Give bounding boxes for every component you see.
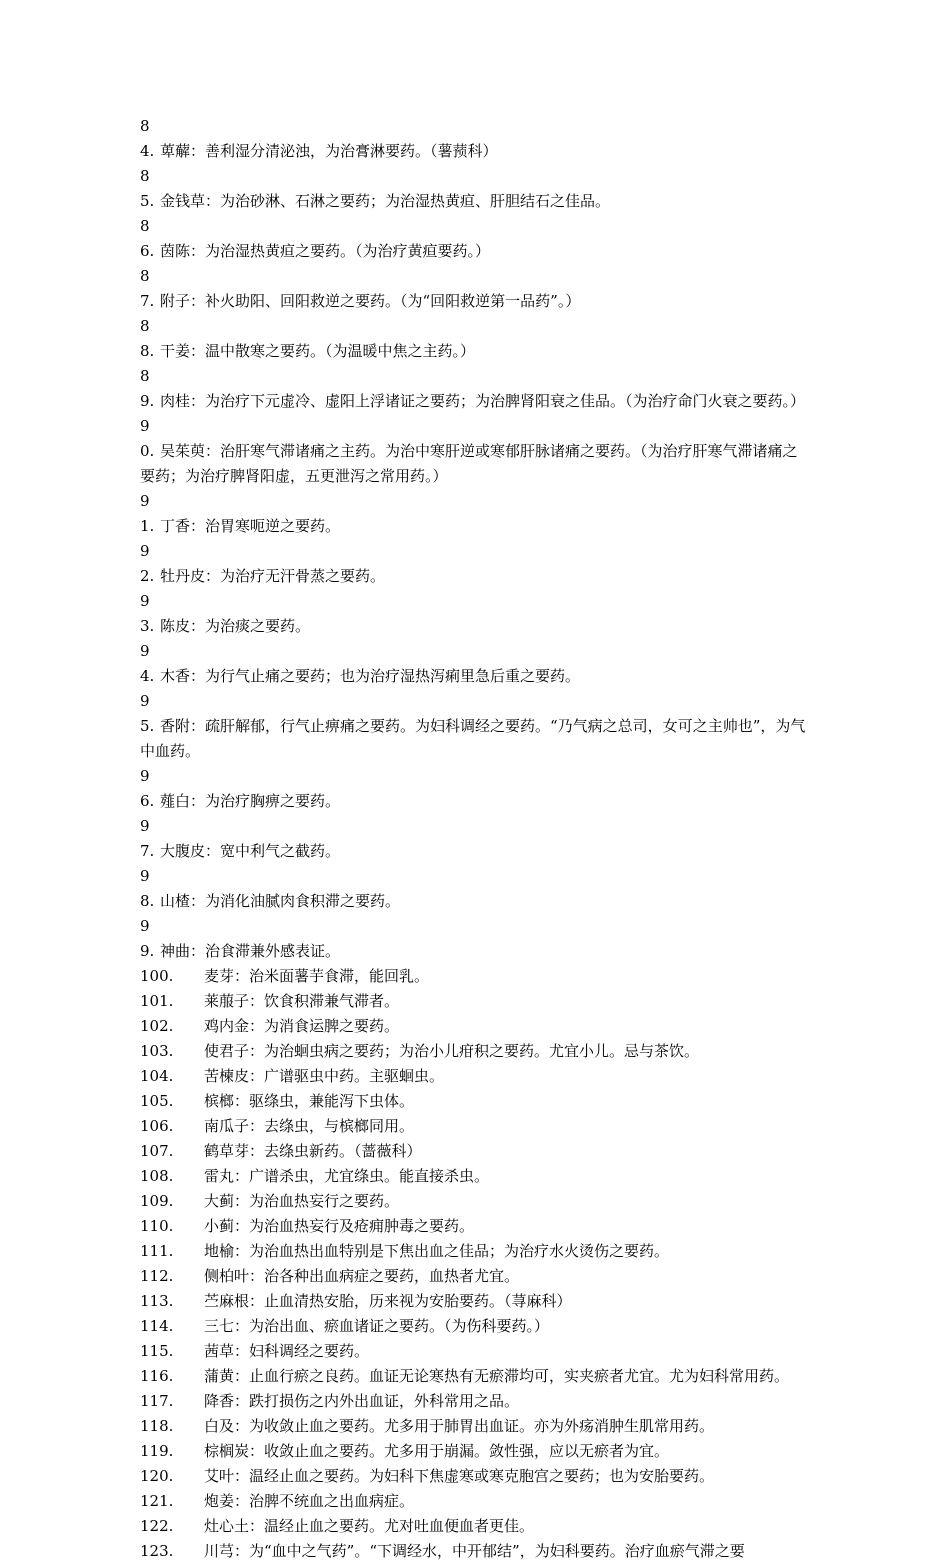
entry-3 [140, 264, 812, 314]
entry-number: 109. [140, 1192, 174, 1210]
herb-description: ：治肝寒气滞诸痛之主药。为治中寒肝逆或寒郁肝脉诸痛之要药。（为治疗肝寒气滞诸痛之要药；为治疗脾肾阳虚，五更泄泻之常用药。） [140, 442, 798, 485]
herb-name: 附子 [160, 292, 191, 310]
herb-description: ：为治湿热黄疸之要药。（为治疗黄疸要药。） [190, 242, 491, 260]
entry-32 [140, 1364, 812, 1389]
herb-name: 麦芽 [204, 967, 235, 985]
herb-name: 小蓟 [204, 1217, 235, 1235]
entry-5 [140, 364, 812, 414]
herb-name: 山楂 [160, 892, 191, 910]
herb-name: 川芎 [204, 1542, 235, 1560]
entry-number: 91. [140, 492, 155, 535]
herb-description: ：为“血中之气药”。“下调经水，中开郁结”，为妇科要药。治疗血瘀气滞之要 [234, 1542, 745, 1560]
entry-number: 96. [140, 767, 155, 810]
entry-number: 104. [140, 1067, 174, 1085]
herb-name: 灶心土 [204, 1517, 250, 1535]
herb-description: ：为消食运脾之要药。 [249, 1017, 400, 1035]
herb-description: ：为治血热妄行及疮痈肿毒之要药。 [234, 1217, 475, 1235]
herb-name: 蒲黄 [204, 1367, 235, 1385]
entry-4 [140, 314, 812, 364]
entry-number: 113. [140, 1292, 174, 1310]
herb-name: 苦楝皮 [204, 1067, 250, 1085]
entry-number: 117. [140, 1392, 174, 1410]
herb-description: ：驱绦虫，兼能泻下虫体。 [234, 1092, 415, 1110]
entry-17 [140, 989, 812, 1014]
herb-name: 白及 [204, 1417, 235, 1435]
entry-number: 87. [140, 267, 155, 310]
herb-name: 使君子 [204, 1042, 250, 1060]
herb-description: ：治各种出血病症之要药，血热者尤宜。 [249, 1267, 520, 1285]
entry-number: 84. [140, 117, 155, 160]
entry-number: 102. [140, 1017, 174, 1035]
herb-description: ：妇科调经之要药。 [234, 1342, 370, 1360]
entry-number: 105. [140, 1092, 174, 1110]
herb-description: ：止血清热安胎，历来视为安胎要药。（荨麻科） [249, 1292, 572, 1310]
entry-24 [140, 1164, 812, 1189]
herb-name: 丁香 [160, 517, 191, 535]
entry-16 [140, 964, 812, 989]
herb-description: ：治胃寒呃逆之要药。 [190, 517, 341, 535]
entry-number: 89. [140, 367, 155, 410]
entry-20 [140, 1064, 812, 1089]
entry-34 [140, 1414, 812, 1439]
herb-description: ：饮食积滞兼气滞者。 [249, 992, 400, 1010]
herb-name: 炮姜 [204, 1492, 235, 1510]
entry-22 [140, 1114, 812, 1139]
herb-description: ：疏肝解郁，行气止痹痛之要药。为妇科调经之要药。“乃气病之总司，女可之主帅也”，为气中血药。 [140, 717, 806, 760]
herb-description: ：为治疗下元虚冷、虚阳上浮诸证之要药；为治脾肾阳衰之佳品。（为治疗命门火衰之要药。） [190, 392, 806, 410]
herb-name: 吴茱萸 [160, 442, 206, 460]
herb-description: ：治脾不统血之出血病症。 [234, 1492, 415, 1510]
herb-description: ：为治痰之要药。 [190, 617, 311, 635]
herb-name: 南瓜子 [204, 1117, 250, 1135]
entry-number: 119. [140, 1442, 174, 1460]
herb-description: ：为消化油腻肉食积滞之要药。 [190, 892, 401, 910]
entry-number: 120. [140, 1467, 174, 1485]
herb-description: ：补火助阳、回阳救逆之要药。（为“回阳救逆第一品药”。） [190, 292, 581, 310]
entry-number: 101. [140, 992, 174, 1010]
entry-7 [140, 489, 812, 539]
herb-name: 雷丸 [204, 1167, 235, 1185]
entry-13 [140, 814, 812, 864]
entry-number: 118. [140, 1417, 174, 1435]
herb-description: ：温经止血之要药。尤对吐血便血者更佳。 [249, 1517, 535, 1535]
entry-23 [140, 1139, 812, 1164]
herb-description: ：治食滞兼外感表证。 [190, 942, 341, 960]
herb-name: 金钱草 [160, 192, 206, 210]
entry-19 [140, 1039, 812, 1064]
entry-number: 116. [140, 1367, 174, 1385]
herb-description: ：去绦虫新药。（蔷薇科） [249, 1142, 422, 1160]
herb-description: ：广谱驱虫中药。主驱蛔虫。 [249, 1067, 445, 1085]
entry-38 [140, 1514, 812, 1539]
entry-number: 95. [140, 692, 155, 735]
herb-description: ：为治血热出血特别是下焦出血之佳品；为治疗水火烫伤之要药。 [234, 1242, 670, 1260]
herb-name: 茜草 [204, 1342, 235, 1360]
entry-9 [140, 589, 812, 639]
entry-number: 97. [140, 817, 155, 860]
herb-name: 莱菔子 [204, 992, 250, 1010]
herb-name: 鸡内金 [204, 1017, 250, 1035]
entry-31 [140, 1339, 812, 1364]
herb-name: 艾叶 [204, 1467, 235, 1485]
entry-number: 103. [140, 1042, 174, 1060]
herb-description: ：跌打损伤之内外出血证，外科常用之品。 [234, 1392, 520, 1410]
entry-number: 122. [140, 1517, 174, 1535]
herb-name: 肉桂 [160, 392, 191, 410]
entry-number: 92. [140, 542, 155, 585]
herb-description: ：为治出血、瘀血诸证之要药。（为伤科要药。） [234, 1317, 550, 1335]
entry-36 [140, 1464, 812, 1489]
entry-number: 98. [140, 867, 155, 910]
entry-number: 99. [140, 917, 155, 960]
entry-10 [140, 639, 812, 689]
herb-name: 侧柏叶 [204, 1267, 250, 1285]
entry-6 [140, 414, 812, 489]
herb-name: 茵陈 [160, 242, 191, 260]
entry-number: 90. [140, 417, 155, 460]
entry-12 [140, 764, 812, 814]
entry-35 [140, 1439, 812, 1464]
entry-number: 111. [140, 1242, 174, 1260]
entry-30 [140, 1314, 812, 1339]
entry-number: 107. [140, 1142, 174, 1160]
herb-description: ：为行气止痛之要药；也为治疗湿热泻痢里急后重之要药。 [190, 667, 581, 685]
entry-37 [140, 1489, 812, 1514]
entry-8 [140, 539, 812, 589]
entry-29 [140, 1289, 812, 1314]
herb-description: ：为治蛔虫病之要药；为治小儿疳积之要药。尤宜小儿。忌与茶饮。 [249, 1042, 700, 1060]
entry-number: 115. [140, 1342, 174, 1360]
herb-name: 干姜 [160, 342, 191, 360]
herb-description: ：温经止血之要药。为妇科下焦虚寒或寒克胞宫之要药；也为安胎要药。 [234, 1467, 715, 1485]
entry-25 [140, 1189, 812, 1214]
herb-name: 大腹皮 [160, 842, 206, 860]
entry-27 [140, 1239, 812, 1264]
herb-name: 降香 [204, 1392, 235, 1410]
herb-name: 牡丹皮 [160, 567, 206, 585]
herb-description: ：善利湿分清泌浊，为治膏淋要药。（薯蓣科） [190, 142, 498, 160]
herb-name: 槟榔 [204, 1092, 235, 1110]
herb-name: 大蓟 [204, 1192, 235, 1210]
herb-description: ：为治疗无汗骨蒸之要药。 [205, 567, 386, 585]
herb-description: ：为收敛止血之要药。尤多用于肺胃出血证。亦为外疡消肿生肌常用药。 [234, 1417, 715, 1435]
entry-26 [140, 1214, 812, 1239]
herb-name: 香附 [160, 717, 191, 735]
herb-name: 鹤草芽 [204, 1142, 250, 1160]
entry-18 [140, 1014, 812, 1039]
herb-description: ：宽中利气之截药。 [205, 842, 341, 860]
herb-description: ：广谱杀虫，尤宜绦虫。能直接杀虫。 [234, 1167, 490, 1185]
herb-name: 棕榈炭 [204, 1442, 250, 1460]
entry-number: 108. [140, 1167, 174, 1185]
entry-number: 93. [140, 592, 155, 635]
entry-33 [140, 1389, 812, 1414]
herb-name: 陈皮 [160, 617, 191, 635]
herb-description: ：治米面薯芋食滞，能回乳。 [234, 967, 430, 985]
entry-28 [140, 1264, 812, 1289]
herb-name: 薤白 [160, 792, 191, 810]
herb-description: ：温中散寒之要药。（为温暖中焦之主药。） [190, 342, 476, 360]
herb-name: 苎麻根 [204, 1292, 250, 1310]
herb-description: ：去绦虫，与槟榔同用。 [249, 1117, 415, 1135]
entry-11 [140, 689, 812, 764]
herb-name: 三七 [204, 1317, 235, 1335]
herb-description: ：为治血热妄行之要药。 [234, 1192, 400, 1210]
entry-number: 100. [140, 967, 174, 985]
herb-description: ：收敛止血之要药。尤多用于崩漏。敛性强，应以无瘀者为宜。 [249, 1442, 670, 1460]
entry-1 [140, 164, 812, 214]
entry-15 [140, 914, 812, 964]
herb-name: 木香 [160, 667, 191, 685]
herb-name: 萆薢 [160, 142, 191, 160]
herb-name: 地榆 [204, 1242, 235, 1260]
entry-number: 123. [140, 1542, 174, 1560]
entry-0 [140, 114, 812, 164]
herb-description: ：为治疗胸痹之要药。 [190, 792, 341, 810]
entry-2 [140, 214, 812, 264]
document-page [140, 114, 812, 1564]
entry-number: 106. [140, 1117, 174, 1135]
entry-14 [140, 864, 812, 914]
entry-number: 114. [140, 1317, 174, 1335]
entry-39 [140, 1539, 812, 1564]
herb-description: ：为治砂淋、石淋之要药；为治湿热黄疸、肝胆结石之佳品。 [205, 192, 611, 210]
entry-number: 110. [140, 1217, 174, 1235]
entry-number: 85. [140, 167, 155, 210]
herb-name: 神曲 [160, 942, 191, 960]
entry-number: 86. [140, 217, 155, 260]
entry-21 [140, 1089, 812, 1114]
entry-number: 121. [140, 1492, 174, 1510]
herb-description: ：止血行瘀之良药。血证无论寒热有无瘀滞均可，实夹瘀者尤宜。尤为妇科常用药。 [234, 1367, 790, 1385]
entry-number: 112. [140, 1267, 174, 1285]
entry-number: 88. [140, 317, 155, 360]
entry-number: 94. [140, 642, 155, 685]
